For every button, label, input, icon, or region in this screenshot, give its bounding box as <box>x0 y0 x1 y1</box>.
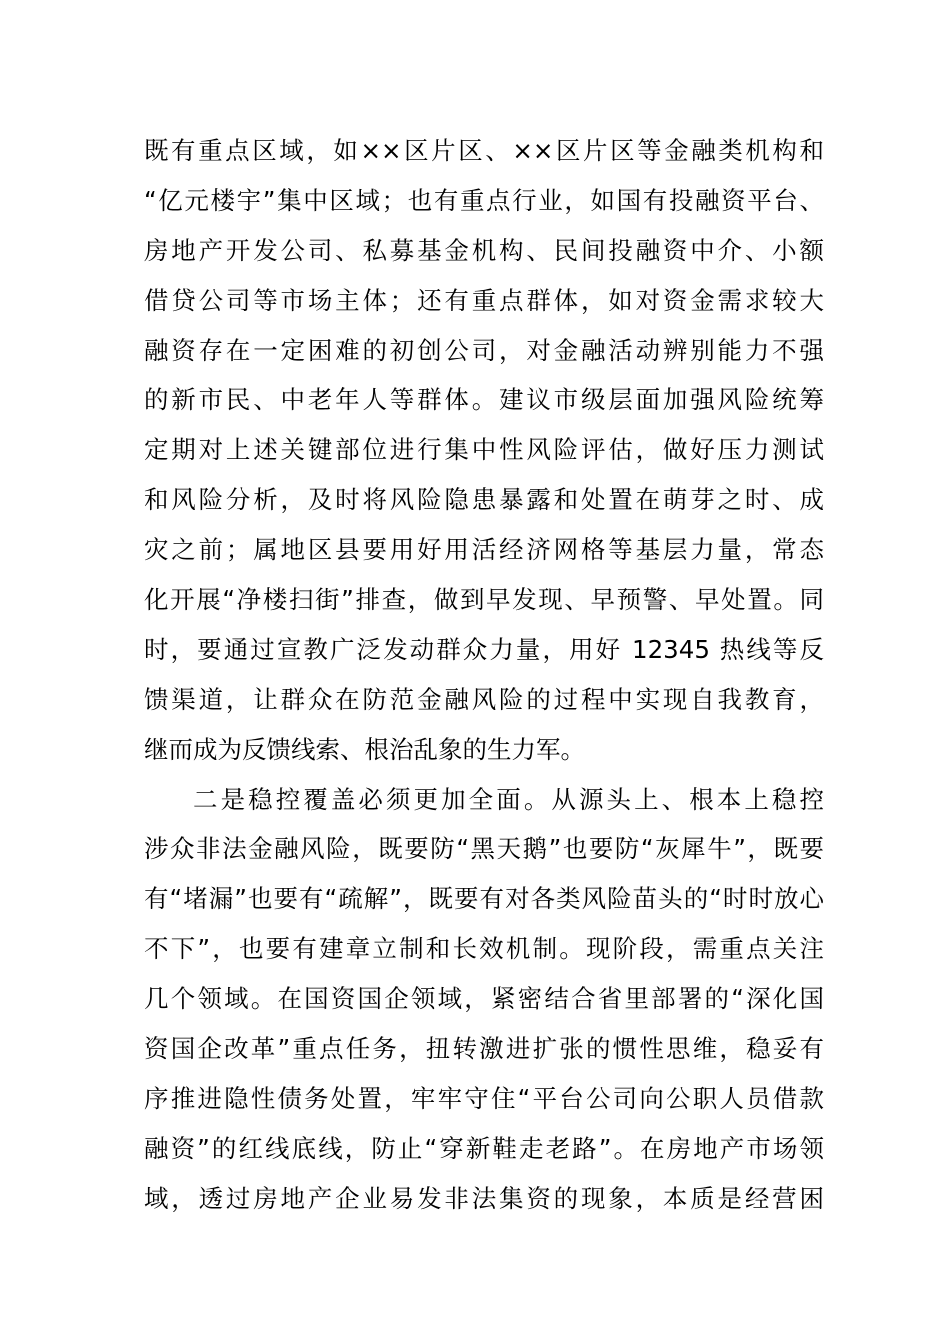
text-line: 馈渠道，让群众在防范金融风险的过程中实现自我教育， <box>144 684 824 714</box>
text-line: 融资”的红线底线，防止“穿新鞋走老路”。在房地产市场领 <box>144 1133 824 1163</box>
text-line: 资国企改革”重点任务，扭转激进扩张的惯性思维，稳妥有 <box>144 1034 824 1064</box>
text-line: 既有重点区域，如××区片区、××区片区等金融类机构和 <box>144 136 824 165</box>
paragraph-start-line: 二是稳控覆盖必须更加全面。从源头上、根本上稳控 <box>193 784 824 814</box>
text-line: 和风险分析，及时将风险隐患暴露和处置在萌芽之时、成 <box>144 485 824 515</box>
text-line: 借贷公司等市场主体；还有重点群体，如对资金需求较大 <box>144 285 824 315</box>
text-line: 有“堵漏”也要有“疏解”，既要有对各类风险苗头的“时时放心 <box>144 884 824 914</box>
text-line: 域，透过房地产企业易发非法集资的现象，本质是经营困 <box>144 1183 824 1213</box>
text-line: 化开展“净楼扫街”排查，做到早发现、早预警、早处置。同 <box>144 585 824 615</box>
text-line: 涉众非法金融风险，既要防“黑天鹅”也要防“灰犀牛”，既要 <box>144 834 824 864</box>
text-line: 的新市民、中老年人等群体。建议市级层面加强风险统筹 <box>144 385 824 415</box>
text-line: “亿元楼宇”集中区域；也有重点行业，如国有投融资平台、 <box>144 185 824 215</box>
text-line: 序推进隐性债务处置，牢牢守住“平台公司向公职人员借款 <box>144 1083 824 1113</box>
text-line: 几个领域。在国资国企领域，紧密结合省里部署的“深化国 <box>144 984 824 1014</box>
text-line: 灾之前；属地区县要用好用活经济网格等基层力量，常态 <box>144 535 824 565</box>
text-line: 不下”，也要有建章立制和长效机制。现阶段，需重点关注 <box>144 934 824 964</box>
text-line: 房地产开发公司、私募基金机构、民间投融资中介、小额 <box>144 235 824 265</box>
body-text <box>144 126 824 1224</box>
text-line: 融资存在一定困难的初创公司，对金融活动辨别能力不强 <box>144 335 824 365</box>
text-line: 定期对上述关键部位进行集中性风险评估，做好压力测试 <box>144 435 824 465</box>
paragraph-end-line: 继而成为反馈线索、根治乱象的生力军。 <box>144 734 585 764</box>
text-line: 时，要通过宣教广泛发动群众力量，用好 12345 热线等反 <box>144 634 824 664</box>
